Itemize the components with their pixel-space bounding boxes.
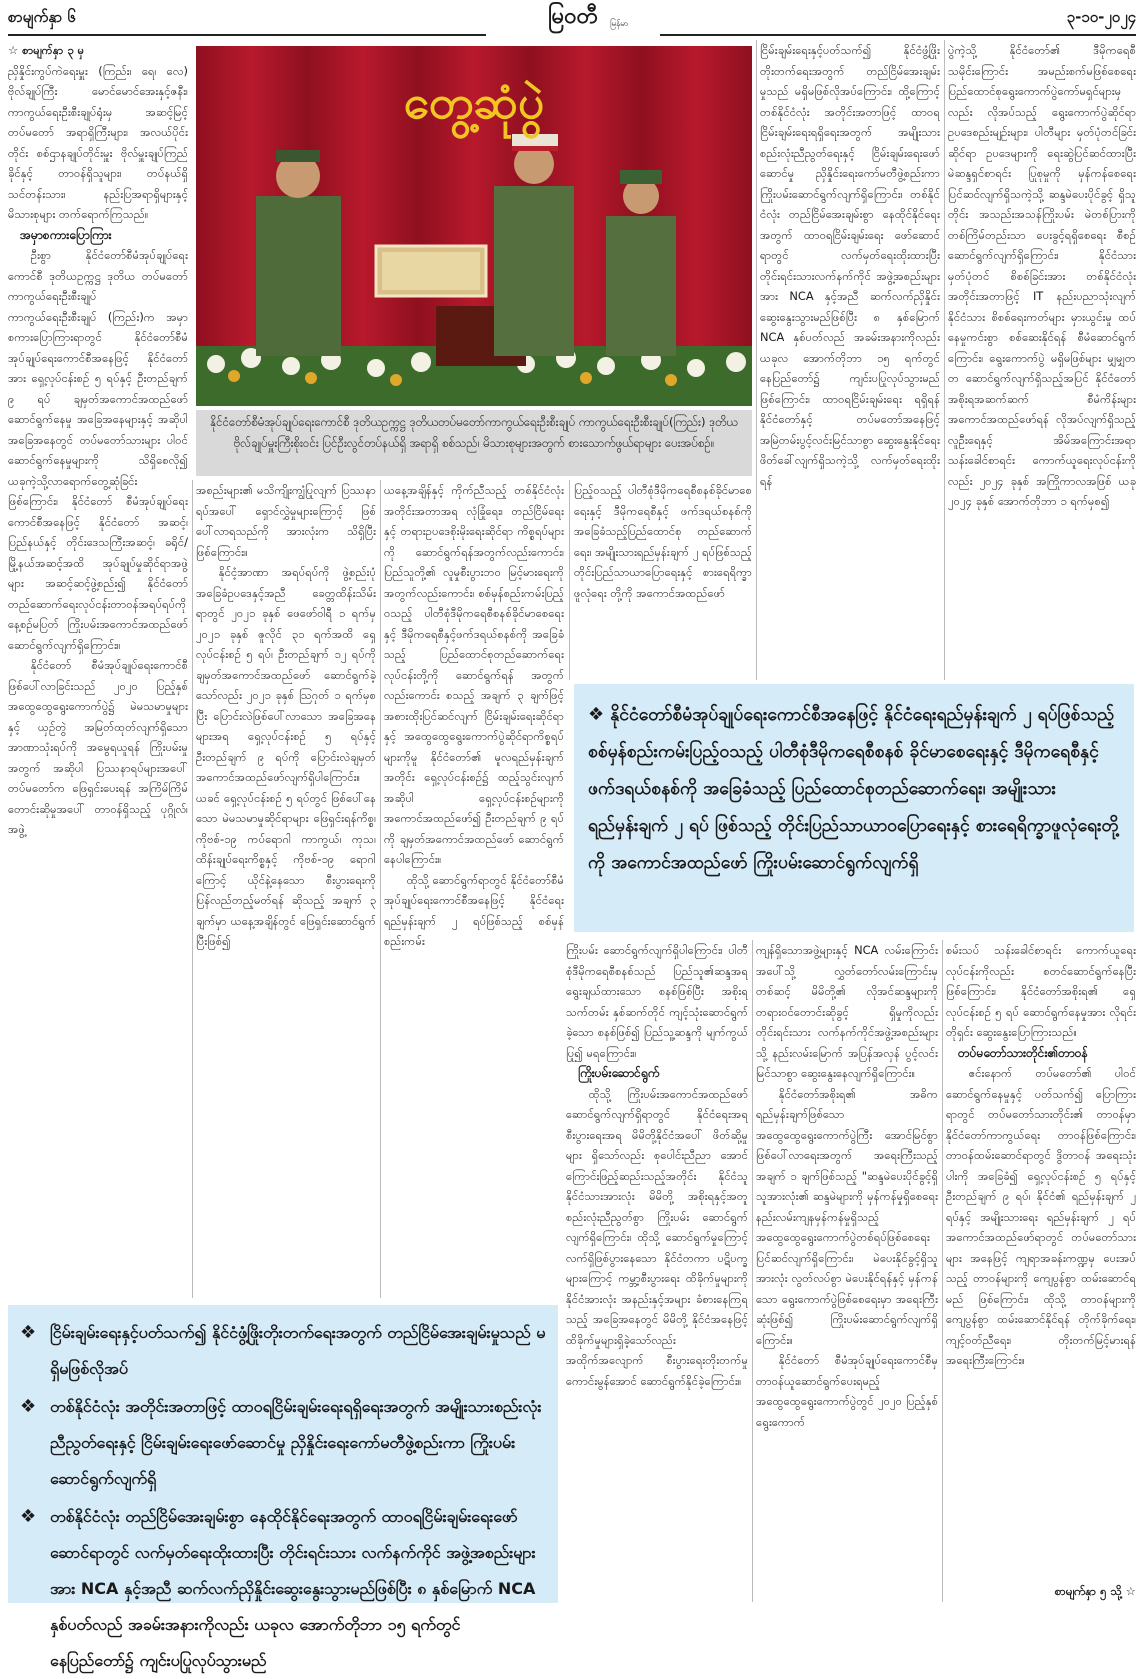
- continued-from: ☆ စာမျက်နှာ ၃ မှ: [8, 43, 85, 57]
- column-divider: [942, 940, 943, 1602]
- column-divider: [192, 480, 193, 1298]
- paragraph: စမ်းသပ် သန်းခေါင်စာရင်း ကောက်ယူရေးလုပ်ငန်းကိုလည်း စတင်ဆောင်ရွက်နေပြီး ဖြစ်ကြောင်း၊ နိုင်ငံတော်အစိုးရ၏ ရှေ့လုပ်ငန်းစဉ် ၅ ရပ် ဆောင်ရွက်နေမှုအား လိုရင်းတိုရှင်း ဆွေးနွေးပြောကြားသည်။: [946, 943, 1136, 1039]
- article-column-5: [760, 40, 940, 680]
- issue-date: ၃-၁၀-၂၀၂၄: [1066, 8, 1136, 26]
- masthead-subtitle: မြန်မာ: [610, 19, 628, 28]
- paragraph: ကျန်ရှိသောအဖွဲ့များနှင့် NCA လမ်းကြောင်းအပေါ်သို့ လွှတ်တော်လမ်းကြောင်းမှ တစ်ဆင့် မိမိတို့၏ လိုအင်ဆန္ဒများကို တရားဝင်တောင်းဆိုခွင့် ရှိမှုကိုလည်း တိုင်းရင်းသား လက်နက်ကိုင်အဖွဲ့အစည်းများသို့ နည်းလမ်းမြောက် အပြန်အလှန် ပွင့်လင်းမြင်သာစွာ ဆွေးနွေးနေလျက်ရှိကြောင်း။: [756, 943, 938, 1080]
- paragraph: ကြိုးပမ်း ဆောင်ရွက်လျက်ရှိပါကြောင်း၊ ပါတီစုံဒီမိုကရေစီစနစ်သည် ပြည်သူ၏ဆန္ဒအရ ရွေးချယ်ထားသော စနစ်ဖြစ်ပြီး အစိုးရသက်တမ်း နှစ်ဆက်တိုင် ကျင့်သုံးဆောင်ရွက်ခဲ့သော စနစ်ဖြစ်၍ ပြည်သူ့ဆန္ဒကို မျက်ကွယ်ပြု၍ မရကြောင်း။: [566, 943, 748, 1060]
- photo-caption: နိုင်ငံတော်စီမံအုပ်ချုပ်ရေးကောင်စီ ဒုတိယဥက္ကဋ္ဌ ဒုတိယတပ်မတော်ကာကွယ်ရေးဦးစီးချုပ် ကာကွယ်ရေးဦးစီးချုပ်(ကြည်း) ဒုတိယဗိုလ်ချုပ်မှူးကြီးစိုးဝင်း ပြင်ဦးလွင်တပ်နယ်ရှိ အရာရှိ စစ်သည်၊ မိသားစုများအတွက် စားသောက်ဖွယ်ရာများ ပေးအပ်စဉ်။: [196, 410, 752, 476]
- article-column-8: [756, 940, 938, 1602]
- highlight-item-text: တစ်နိုင်ငံလုံး တည်ငြိမ်အေးချမ်းစွာ နေထိုင်နိုင်ရေးအတွက် ထာဝရငြိမ်းချမ်းရေးဖော်ဆောင်ရာတွင် လက်မှတ်ရေးထိုးထားပြီး တိုင်းရင်းသား လက်နက်ကိုင် အဖွဲ့အစည်းများအား NCA နှင့်အညီ ဆက်လက်ညှိနှိုင်းဆွေးနွေးသွားမည်ဖြစ်ပြီး ၈ နှစ်မြောက် NCA နှစ်ပတ်လည် အခမ်းအနားကိုလည်း ယခုလ အောက်တိုဘာ ၁၅ ရက်တွင် နေပြည်တော်၌ ကျင်းပပြုလုပ်သွားမည်: [50, 1507, 536, 1670]
- article-column-3: [384, 480, 564, 1298]
- ceremony-photo: [196, 46, 752, 406]
- article-column-9: [946, 940, 1136, 1580]
- diamond-bullet-icon: ❖: [588, 704, 605, 725]
- subheading: အမှာစကားပြောကြား: [20, 227, 112, 242]
- paragraph: ပြည့်ဝသည့် ပါတီစုံဒီမိုကရေစီစနစ်ခိုင်မာစေရေးနှင့် ဒီမိုကရေစီနှင့် ဖက်ဒရယ်စနစ်ကို အခြေခံသည့်ပြည်ထောင်စု တည်ဆောက်ရေး၊ အမျိုးသားရည်မှန်းချက် ၂ ရပ်ဖြစ်သည့် တိုင်းပြည်သာယာပြောရေးနှင့် စားရေရိက္ခာဖူလုံရေး တို့ကို အကောင်အထည်ဖော်: [574, 483, 752, 600]
- column-divider: [752, 940, 753, 1602]
- subheading: တပ်မတော်သားတိုင်း၏တာဝန်: [958, 1045, 1088, 1060]
- paragraph: ဧင်းနောက် တပ်မတော်၏ ပါဝင် ဆောင်ရွက်နေမှုနှင့် ပတ်သက်၍ ပြောကြားရာတွင် တပ်မတော်သားတိုင်း၏ တာဝန်မှာ နိုင်ငံတော်ကာကွယ်ရေး တာဝန်ဖြစ်ကြောင်း၊ တာဝန်ထမ်းဆောင်ရာတွင် ဒွိတာဝန် အရေးသုံးပါးကို အခြေခံ၍ ရှေ့လုပ်ငန်းစဉ် ၅ ရပ်နှင့် ဦးတည်ချက် ၉ ရပ်၊ နိုင်ငံ၏ ရည်မှန်းချက် ၂ ရပ်နှင့် အမျိုးသားရေး ရည်မှန်းချက် ၂ ရပ် အကောင်အထည်ဖော်ရာတွင် တပ်မတော်သားများ အနေဖြင့် ကျရာအခန်းကဏ္ဍမှ ပေးအပ်သည့် တာဝန်များကို ကျေပွန်စွာ ထမ်းဆောင်ရမည် ဖြစ်ကြောင်း၊ ထိုသို့ တာဝန်များကို ကျေပွန်စွာ ထမ်းဆောင်နိုင်ရန် တိုက်ခိုက်ရေး၊ ကျင့်ဝတ်ညီရေး၊ တိုးတက်မြင့်မားရန် အရေးကြီးကြောင်း။: [946, 1066, 1136, 1367]
- paragraph: ထိုသို့ ကြိုးပမ်းအကောင်အထည်ဖော် ဆောင်ရွက်လျက်ရှိရာတွင် နိုင်ငံရေးအရ စီးပွားရေးအရ မိမိတို့နိုင်ငံအပေါ် ဖိတ်ဆို့မှုများ ရှိသော်လည်း စုပေါင်းညီညာ အောင်ကြောင်းဖြည့်ဆည်းသည့်အတိုင်း နိုင်ငံသူ နိုင်ငံသားအားလုံး မိမိတို့ အစိုးရနှင့်အတူ စည်းလုံးညီညွတ်စွာ ကြိုးပမ်း ဆောင်ရွက်လျက်ရှိကြောင်း၊ ထိုသို့ ဆောင်ရွက်မှုကြောင့် လက်ရှိဖြစ်ပွားနေသော နိုင်ငံတကာ ပဋိပက္ခများကြောင့် ကမ္ဘာ့စီးပွားရေး ထိခိုက်မှုများကို နိုင်ငံအားလုံး အနည်းနှင့်အများ ခံစားနေကြရသည့် အခြေအနေတွင် မိမိတို့ နိုင်ငံအနေဖြင့် ထိခိုက်မှုများရှိခဲ့သော်လည်း အထိုက်အလျောက် စီးပွားရေးတိုးတက်မှုကောင်းမွန်အောင် ဆောင်ရွက်နိုင်ခဲ့ကြောင်း။: [566, 1086, 748, 1388]
- article-column-4: [574, 480, 752, 680]
- article-column-2: [196, 480, 376, 1298]
- paragraph: နိုင်ငံ့အာဏာ အရပ်ရပ်ကို ဖွဲ့စည်းပုံအခြေခံဥပဒေနှင့်အညီ ခေတ္တထိန်းသိမ်းရာတွင် ၂၀၂၁ ခုနှစ် ဖေဖော်ဝါရီ ၁ ရက်မှ ၂၀၂၁ ခုနှစ် ဇူလိုင် ၃၁ ရက်အထိ ရှေ့လုပ်ငန်းစဉ် ၅ ရပ်၊ ဦးတည်ချက် ၁၂ ရပ်ကို ချမှတ်အကောင်အထည်ဖော် ဆောင်ရွက်ခဲ့သော်လည်း ၂၀၂၁ ခုနှစ် ဩဂုတ် ၁ ရက်မှစပြီး ပြောင်းလဲဖြစ်ပေါ်လာသော အခြေအနေများအရ ရှေ့လုပ်ငန်းစဉ် ၅ ရပ်နှင့် ဦးတည်ချက် ၉ ရပ်ကို ပြောင်းလဲချမှတ်အကောင်အထည်ဖော်လျက်ရှိပါကြောင်း။ ယခင် ရှေ့လုပ်ငန်းစဉ် ၅ ရပ်တွင် ဖြစ်ပေါ်နေသော မဲမသမာမှုဆိုင်ရာများ ဖြေရှင်းရန်ကိစ္စ၊ ကိုဗစ်-၁၉ ကပ်ရောဂါ ကာကွယ်၊ ကုသ၊ ထိန်းချုပ်ရေးကိစ္စနှင့် ကိုဗစ်-၁၉ ရောဂါကြောင့် ယိုင်နဲ့နေသော စီးပွားရေးကို ပြန်လည်တည့်မတ်ရန် ဆိုသည့် အချက် ၃ ချက်မှာ ယနေ့အချိန်တွင် ဖြေရှင်းဆောင်ရွက်ပြီးဖြစ်၍: [196, 565, 376, 948]
- highlight-box-political-goals: [574, 684, 1134, 932]
- article-column-7: [566, 940, 748, 1602]
- column-divider: [756, 40, 757, 680]
- paragraph: ထိုသို့ ဆောင်ရွက်ရာတွင် နိုင်ငံတော်စီမံအုပ်ချုပ်ရေးကောင်စီအနေဖြင့် နိုင်ငံရေးရည်မှန်းချက် ၂ ရပ်ဖြစ်သည့် စစ်မှန်စည်းကမ်း: [384, 872, 564, 948]
- news-photo: [196, 46, 752, 406]
- paragraph: ညှိနှိုင်းကွပ်ကဲရေးမှူး (ကြည်း၊ ရေ၊ လေ) ဗိုလ်ချုပ်ကြီး မောင်မောင်အေးနှင့်ဇနီး၊ ကာကွယ်ရေးဦးစီးချုပ်ရုံးမှ အဆင့်မြင့်တပ်မတော် အရာရှိကြီးများ၊ အလယ်ပိုင်းတိုင်း စစ်ဌာနချုပ်တိုင်းမှူး ဗိုလ်မှူးချုပ်ကြည်ခိုင်နှင့် တာဝန်ရှိသူများ၊ တပ်နယ်ရှိ သင်တန်းသား၊ နည်းပြအရာရှိများနှင့် မိသားစုများ တက်ရောက်ကြသည်။: [8, 63, 188, 221]
- paragraph: နိုင်ငံတော် စီမံအုပ်ချုပ်ရေးကောင်စီ ဖြစ်ပေါ်လာခြင်းသည် ၂၀၂၀ ပြည့်နှစ် အထွေထွေရွေးကောက်ပွဲ၌ မဲမသမာမှုများနှင့် ယှဉ်တွဲ အမြတ်ထုတ်လျက်ရှိသော အာဏာသုံးရပ်ကို အမွေရယူရန် ကြိုးပမ်းမှုအတွက် အဆိုပါ ပြဿနာရပ်များအပေါ် တပ်မတော်က ဖြေရှင်းပေးရန် အကြိမ်ကြိမ်တောင်းဆိုမှုအပေါ် တာဝန်ရှိသည့် ပုဂ္ဂိုလ်၊ အဖွဲ့: [8, 658, 188, 836]
- banner-text: တွေ့ဆုံပွဲ: [403, 75, 545, 129]
- highlight-sentence: နိုင်ငံတော်စီမံအုပ်ချုပ်ရေးကောင်စီအနေဖြင့် နိုင်ငံရေးရည်မှန်းချက် ၂ ရပ်ဖြစ်သည့် စစ်မှန်စည်းကမ်းပြည့်ဝသည့် ပါတီစုံဒီမိုကရေစီစနစ် ခိုင်မာစေရေးနှင့် ဒီမိုကရေစီနှင့် ဖက်ဒရယ်စနစ်ကို အခြေခံသည့် ပြည်ထောင်စုတည်ဆောက်ရေး၊ အမျိုးသားရည်မှန်းချက် ၂ ရပ် ဖြစ်သည့် တိုင်းပြည်သာယာဝပြောရေးနှင့် စားရေရိက္ခာဖူလုံရေးတို့ကို အကောင်အထည်ဖော် ကြိုးပမ်းဆောင်ရွက်လျက်ရှိ: [588, 705, 1119, 873]
- highlight-item: [20, 1499, 546, 1679]
- paragraph: နိုင်ငံတော် စီမံအုပ်ချုပ်ရေးကောင်စီမှ တာဝန်ယူဆောင်ရွက်ပေးရမည့် အထွေထွေရွေးကောက်ပွဲတွင် ၂၀၂၀ ပြည့်နှစ် ရွေးကောက်: [756, 1353, 938, 1429]
- masthead-logo: [488, 4, 658, 32]
- subheading: ကြိုးပမ်းဆောင်ရွက်: [578, 1066, 660, 1080]
- diamond-bullet-icon: ❖: [20, 1506, 37, 1527]
- paragraph: အစည်းများ၏ မသိကျိုးကျွံပြုလျက် ပြဿနာရပ်အပေါ် ရှောင်လွှဲမှုများကြောင့် ဖြစ်ပေါ်လာရသည်ကို အားလုံးက သိရှိပြီး ဖြစ်ကြောင်း။: [196, 483, 376, 559]
- highlight-item-text: ငြိမ်းချမ်းရေးနှင့်ပတ်သက်၍ နိုင်ငံဖွံ့ဖြိုးတိုးတက်ရေးအတွက် တည်ငြိမ်အေးချမ်းမှုသည် မရှိမဖြစ်လိုအပ်: [50, 1323, 546, 1378]
- paragraph: ဦးစွာ နိုင်ငံတော်စီမံအုပ်ချုပ်ရေးကောင်စီ ဒုတိယဥက္ကဋ္ဌ ဒုတိယ တပ်မတော်ကာကွယ်ရေးဦးစီးချုပ် ကာကွယ်ရေးဦးစီးချုပ် (ကြည်း)က အမှာစကားပြောကြားရာတွင် နိုင်ငံတော်စီမံအုပ်ချုပ်ရေးကောင်စီအနေဖြင့် နိုင်ငံတော်အား ရှေ့လုပ်ငန်းစဉ် ၅ ရပ်နှင့် ဦးတည်ချက် ၉ ရပ် ချမှတ်အကောင်အထည်ဖော် ဆောင်ရွက်နေမှု အခြေအနေများနှင့် အဆိုပါအခြေအနေတွင် တပ်မတော်သားများ ပါဝင်ဆောင်ရွက်နေမှုများကို သိရှိစေလို၍ ယခုကဲ့သို့လာရောက်တွေ့ဆုံခြင်း ဖြစ်ကြောင်း၊ နိုင်ငံတော် စီမံအုပ်ချုပ်ရေးကောင်စီအနေဖြင့် နိုင်ငံတော် အဆင့်၊ ပြည်နယ်နှင့် တိုင်းဒေသကြီးအဆင့်၊ ခရိုင်/မြို့နယ်အဆင့်အထိ အုပ်ချုပ်မှုဆိုင်ရာအဖွဲ့များ အဆင့်ဆင့်ဖွဲ့စည်း၍ နိုင်ငံတော် တည်ဆောက်ရေးလုပ်ငန်းတာဝန်အရပ်ရပ်ကို နေ့စဉ်မပြတ် ကြိုးပမ်းအကောင်အထည်ဖော်ဆောင်ရွက်လျက်ရှိကြောင်း။: [8, 248, 188, 652]
- diamond-bullet-icon: ❖: [20, 1396, 37, 1417]
- highlight-text: [588, 696, 1120, 882]
- page-number: စာမျက်နှာ ၆: [8, 8, 76, 26]
- highlight-item: [20, 1315, 546, 1387]
- continued-to: စာမျက်နှာ ၅ သို့ ☆: [1054, 1584, 1136, 1598]
- paragraph: ငြိမ်းချမ်းရေးနှင့်ပတ်သက်၍ နိုင်ငံဖွံ့ဖြိုးတိုးတက်ရေးအတွက် တည်ငြိမ်အေးချမ်းမှုသည် မရှိမဖြစ်လိုအပ်ကြောင်း၊ ထို့ကြောင့် တစ်နိုင်ငံလုံး အတိုင်းအတာဖြင့် ထာဝရ ငြိမ်းချမ်းရေးရရှိရေးအတွက် အမျိုးသားစည်းလုံးညီညွတ်ရေးနှင့် ငြိမ်းချမ်းရေးဖော်ဆောင်မှု ညှိနှိုင်းရေးကော်မတီဖွဲ့စည်းကာ ကြိုးပမ်းဆောင်ရွက်လျက်ရှိကြောင်း၊ တစ်နိုင်ငံလုံး တည်ငြိမ်အေးချမ်းစွာ နေထိုင်နိုင်ရေးအတွက် ထာဝရငြိမ်းချမ်းရေး ဖော်ဆောင်ရာတွင် လက်မှတ်ရေးထိုးထားပြီး တိုင်းရင်းသားလက်နက်ကိုင် အဖွဲ့အစည်းများအား NCA နှင့်အညီ ဆက်လက်ညှိနှိုင်းဆွေးနွေးသွားမည်ဖြစ်ပြီး ၈ နှစ်မြောက် NCA နှစ်ပတ်လည် အခမ်းအနားကိုလည်း ယခုလ အောက်တိုဘာ ၁၅ ရက်တွင် နေပြည်တော်၌ ကျင်းပပြုလုပ်သွားမည်ဖြစ်ကြောင်း၊ ထာဝရငြိမ်းချမ်းရေး ရရှိရန် နိုင်ငံတော်နှင့် တပ်မတော်အနေဖြင့် အမြဲတမ်းပွင့်လင်းမြင်သာစွာ ဆွေးနွေးနိုင်ရေး ဖိတ်ခေါ်လျက်ရှိသကဲ့သို့ လက်မှတ်ရေးထိုးရန်: [760, 43, 940, 488]
- page-header: [8, 4, 1136, 32]
- paragraph: ယနေ့အချိန်နှင့် ကိုက်ညီသည့် တစ်နိုင်ငံလုံး အတိုင်းအတာအရ လုံခြုံရေး၊ တည်ငြိမ်ရေးနှင့် တရားဥပဒေစိုးမိုးရေးဆိုင်ရာ ကိစ္စရပ်များကို ဆောင်ရွက်ရန်အတွက်လည်းကောင်း၊ ပြည်သူတို့၏ လူမှုစီးပွားဘဝ မြင့်မားရေးကို အတွက်လည်းကောင်း၊ စစ်မှန်စည်းကမ်းပြည့်ဝသည့် ပါတီစုံဒီမိုကရေစီစနစ်ခိုင်မာစေရေးနှင့် ဒီမိုကရေစီနှင့်ဖက်ဒရယ်စနစ်ကို အခြေခံသည့် ပြည်ထောင်စုတည်ဆောက်ရေးလုပ်ငန်းတို့ကို ဆောင်ရွက်ရန် အတွက်လည်းကောင်း စသည့် အချက် ၃ ချက်ဖြင့် အစားထိုးပြင်ဆင်လျက် ငြိမ်းချမ်းရေးဆိုင်ရာနှင့် အထွေထွေရွေးကောက်ပွဲဆိုင်ရာကိစ္စရပ်များကိုမူ နိုင်ငံတော်၏ မူလရည်မှန်းချက်အတိုင်း ရှေ့လုပ်ငန်းစဉ်၌ ထည့်သွင်းလျက် အဆိုပါ ရှေ့လုပ်ငန်းစဉ်များကို အကောင်အထည်ဖော်၍ ဦးတည်ချက် ၉ ရပ်ကို ချမှတ်အကောင်အထည်ဖော် ဆောင်ရွက်နေပါကြောင်း။: [384, 483, 564, 866]
- header-rule-right: [660, 34, 1136, 36]
- column-divider: [569, 480, 570, 680]
- highlight-item-text: တစ်နိုင်ငံလုံး အတိုင်းအတာဖြင့် ထာဝရငြိမ်းချမ်းရေးရရှိရေးအတွက် အမျိုးသားစည်းလုံးညီညွတ်ရေးနှင့် ငြိမ်းချမ်းရေးဖော်ဆောင်မှု ညှိနှိုင်းရေးကော်မတီဖွဲ့စည်းကာ ကြိုးပမ်းဆောင်ရွက်လျက်ရှိ: [50, 1397, 542, 1488]
- paragraph: ပွဲကဲ့သို့ နိုင်ငံတော်၏ ဒီမိုကရေစီ သမိုင်းကြောင်း အမည်းစက်မဖြစ်စေရေး ပြည်ထောင်စုရွေးကောက်ပွဲကော်မရှင်များမှလည်း လိုအပ်သည့် ရွေးကောက်ပွဲဆိုင်ရာ ဥပဒေစည်းမျဉ်းများ၊ ပါတီများ မှတ်ပုံတင်ခြင်းဆိုင်ရာ ဥပဒေများကို ရေးဆွဲပြင်ဆင်ထားပြီး မဲဆန္ဒရှင်စာရင်း ပြုစုမှုကို မှန်ကန်စေရေး ပြင်ဆင်လျက်ရှိသကဲ့သို့ ဆန္ဒမဲပေးပိုင်ခွင့် ရှိသူတိုင်း အသည်းအသန်ကြိုးပမ်း မဲတစ်ပြားကို တစ်ကြိမ်တည်းသာ ပေးခွင့်ရရှိစေရေး စီစဉ်ဆောင်ရွက်လျက်ရှိကြောင်း၊ နိုင်ငံသားမှတ်ပုံတင် စိစစ်ခြင်းအား တစ်နိုင်ငံလုံး အတိုင်းအတာဖြင့် IT နည်းပညာသုံးလျက် နိုင်ငံသား စိစစ်ရေးကတ်များ မှားယွင်းမှု ထပ်နေမှုကင်းစွာ စစ်ဆေးနိုင်ရန် စီမံဆောင်ရွက်ကြောင်း၊ ရွေးကောက်ပွဲ မရှိမဖြစ်များ မျှမျှတတ ဆောင်ရွက်လျက်ရှိသည့်အပြင် နိုင်ငံတော် အစိုးရအဆက်ဆက် စီမံကိန်းများ အကောင်အထည်ဖော်ရန် လိုအပ်လျက်ရှိသည့် လူဦးရေနှင့် အိမ်အကြောင်းအရာ သန်းခေါင်စာရင်း ကောက်ယူရေးလုပ်ငန်းကိုလည်း ၂၀၂၄ ခုနှစ် အကြိုကာလအဖြစ် ယခု ၂၀၂၄ ခုနှစ် အောက်တိုဘာ ၁ ရက်မှစ၍: [948, 43, 1136, 508]
- column-divider: [944, 40, 945, 680]
- article-column-1: [8, 40, 188, 1298]
- header-rule-left: [8, 34, 486, 36]
- highlight-item: [20, 1389, 546, 1497]
- highlight-box-peace: [8, 1305, 558, 1670]
- paragraph: နိုင်ငံတော်အစိုးရ၏ အဓိက ရည်မှန်းချက်ဖြစ်သော အထွေထွေရွေးကောက်ပွဲကြီး အောင်မြင်စွာဖြစ်ပေါ်လာရေးအတွက် အရေးကြီးသည့် အချက် ၁ ချက်ဖြစ်သည့် "ဆန္ဒမဲပေးပိုင်ခွင့်ရှိသူအားလုံး၏ ဆန္ဒမဲများကို မှန်ကန်မှုရှိစေရေး နည်းလမ်းကျနမှန်ကန်မှုရှိသည့် အထွေထွေရွေးကောက်ပွဲတစ်ရပ်ဖြစ်စေရေး ပြင်ဆင်လျက်ရှိကြောင်း၊ မဲပေးနိုင်ခွင့်ရှိသူအားလုံး လွတ်လပ်စွာ မဲပေးနိုင်ရန်နှင့် မှန်ကန်သော ရွေးကောက်ပွဲဖြစ်စေရေးမှာ အရေးကြီးဆုံးဖြစ်၍ ကြိုးပမ်းဆောင်ရွက်လျက်ရှိကြောင်း။: [756, 1086, 938, 1347]
- article-column-6: [948, 40, 1136, 680]
- column-divider: [380, 480, 381, 1298]
- diamond-bullet-icon: ❖: [20, 1322, 37, 1343]
- masthead-title: မြဝတီ: [547, 3, 599, 29]
